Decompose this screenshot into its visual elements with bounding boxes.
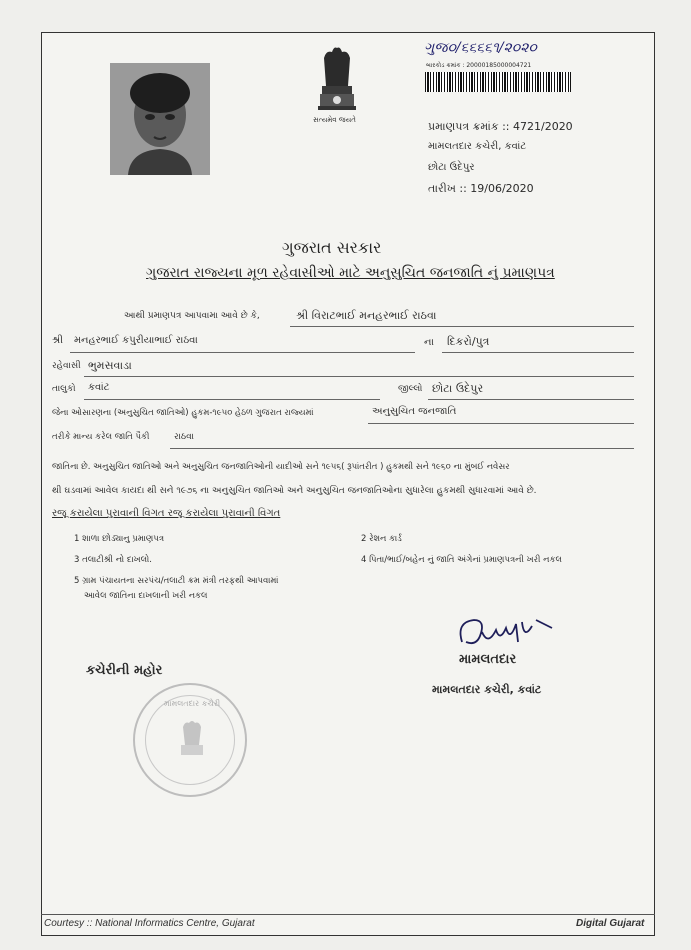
resident-value: ભુમસવાડા (88, 359, 132, 372)
applicant-photo-image (110, 63, 210, 175)
footer-courtesy: Courtesy :: National Informatics Centre, Gujarat (44, 918, 255, 929)
handwritten-number: ગુજ૦/૬૬૬૬૧/૨૦૨૦ (424, 40, 537, 56)
order-label: જેના ઓસારણના (અનુસુચિત જાતિઓ) હુકમ-૧૯૫૦ હેઠળ ગુજરાત રાજ્યમાં (52, 408, 314, 418)
paragraph-line-1: જાતિના છે. અનુસુચિત જાતિઓ અને અનુસુચિત જનજાતિઓની યાદીઓ સને ૧૯૫૬( રૂપાંતરીત ) હુકમથી સને ૧૯૬૦ ના મુંબઈ નવેસર (52, 462, 510, 472)
resident-line (84, 376, 634, 377)
evidence-item: 4 પિતા/ભાઈ/બહેન નું જાતિ અંગેનાં પ્રમાણપત્રની ખરી નકલ (361, 555, 562, 565)
certificate-title: ગુજરાત રાજ્યના મૂળ રહેવાસીઓ માટે અનુસુચિત જનજાતિ નું પ્રમાણપત્ર (146, 265, 555, 281)
father-prefix: શ્રી (52, 335, 64, 346)
caste-label: તરીકે માન્ય કરેલ જાતિ પૈકી (52, 432, 150, 442)
government-title: ગુજરાત સરકાર (282, 238, 382, 257)
applicant-name: શ્રી વિરાટભાઈ મનહરભાઈ રાઠવા (296, 309, 437, 322)
evidence-item: 2 રેશન કાર્ડ (361, 534, 402, 544)
caste-value: રાઠવા (174, 432, 194, 442)
footer-digital-gujarat: Digital Gujarat (576, 918, 645, 929)
taluka-label: તાલુકો (52, 384, 76, 394)
signature-mark (452, 612, 562, 656)
district-line (428, 399, 634, 400)
office-seal (133, 683, 247, 797)
evidence-item: 5 ગ્રામ પંચાયતના સરપંચ/તલાટી ક્રમ મંત્રી તરફથી આપવામાં (74, 576, 279, 586)
father-name: મનહરભાઈ કપુરીયાભાઈ રાઠવા (74, 335, 198, 346)
resident-label: રહેવાસી (52, 361, 81, 371)
caste-line (170, 448, 634, 449)
evidence-item: 3 તલાટીશ્રી નો દાખલો. (74, 555, 152, 565)
evidence-item: 1 શાળા છોડ્યાનુ પ્રમાણપત્ર (74, 534, 165, 544)
district-value: છોટા ઉદેપુર (432, 382, 484, 395)
district-label: જીલ્લો (398, 384, 423, 394)
seal-label: કચેરીની મહોર (86, 663, 163, 678)
evidence-heading: રજૂ કરાયેલા પુરાવાની વિગત રજૂ કરાયેલા પુરાવાની વિગત (52, 508, 281, 519)
order-line (368, 423, 634, 424)
signature-office: મામલતદાર કચેરી, કવાંટ (432, 683, 542, 696)
intro-label: આથી પ્રમાણપત્ર આપવામા આવે છે કે, (124, 311, 260, 321)
emblem-caption: સત્યમેવ જયતે (313, 116, 356, 124)
header-office: મામલતદાર કચેરી, કવાંટ (428, 141, 527, 152)
relation-line (442, 352, 634, 353)
certificate-number: પ્રમાણપત્ર ક્રમાંક :: 4721/2020 (428, 120, 573, 133)
barcode-text: બારકોડ ક્રમાંક : 20000185000004721 (426, 62, 532, 69)
barcode (425, 72, 571, 92)
relation-value: દિકરો/પુત્ર (447, 335, 490, 348)
taluka-value: કવાંટ (88, 382, 110, 393)
paragraph-line-2: થી ઘડવામાં આવેલ કાયદા થી સને ૧૯૭૬ ના અનુસુચિત જાતિઓ અને અનુસુચિત જનજાતિઓના સુધારેલા હુકમથી સુધારવામાં આવે છે. (52, 486, 537, 496)
order-value: અનુસુચિત જનજાતિ (372, 406, 457, 417)
seal-ring-text: મામલતદાર કચેરી (164, 699, 221, 708)
header-district: છોટા ઉદેપુર (428, 162, 475, 173)
signature-title: મામલતદાર (459, 652, 517, 667)
taluka-line (84, 399, 380, 400)
evidence-item: આવેલ જાતિના દાખલાની ખરી નકલ (84, 591, 208, 601)
certificate-date: તારીખ :: 19/06/2020 (428, 182, 534, 195)
applicant-name-line (290, 326, 634, 327)
applicant-photo (110, 63, 210, 175)
seal-emblem-icon (175, 719, 209, 763)
father-name-line (70, 352, 415, 353)
relation-prefix: ના (424, 337, 434, 348)
